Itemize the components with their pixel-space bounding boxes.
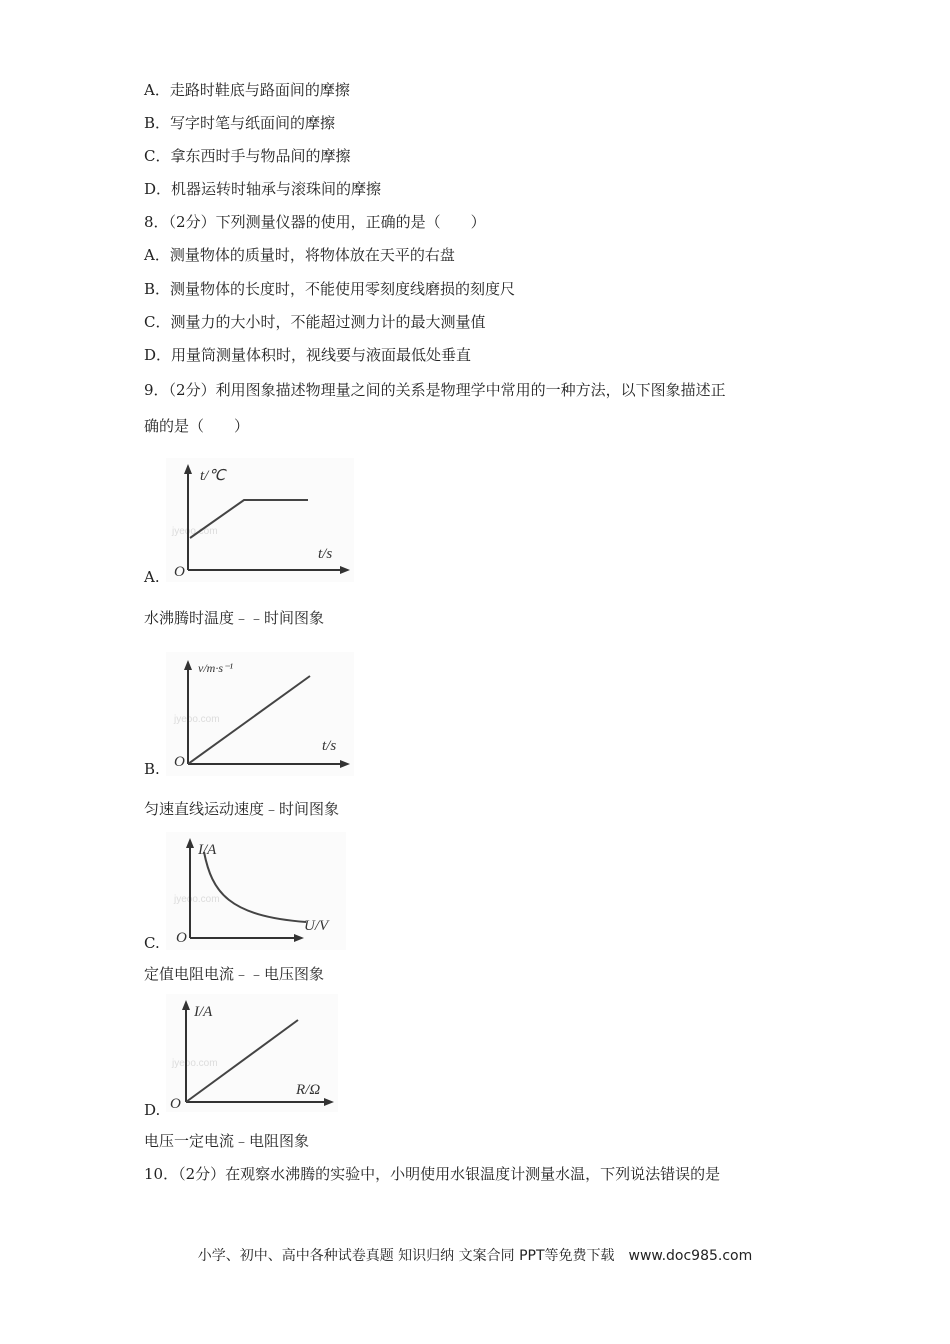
q8-option-b: B．测量物体的长度时，不能使用零刻度线磨损的刻度尺 <box>144 280 516 298</box>
q8-option-a: A．测量物体的质量时，将物体放在天平的右盘 <box>144 246 455 264</box>
q9-option-a-label: A. <box>144 568 160 586</box>
y-axis-label: I/A <box>194 1004 213 1020</box>
q8-stem: 8．（2分）下列测量仪器的使用，正确的是（ ） <box>144 213 486 231</box>
q9-option-d-caption: 电压一定电流﹣电阻图象 <box>144 1132 310 1150</box>
q9-option-b-label: B. <box>144 760 160 778</box>
q9-graph-a <box>166 458 354 582</box>
x-axis-label: t/s <box>318 546 333 562</box>
origin-label: O <box>170 1096 181 1112</box>
q9-option-a-caption: 水沸腾时温度﹣﹣时间图象 <box>144 609 325 627</box>
origin-label: O <box>176 930 187 946</box>
page-footer: 小学、初中、高中各种试卷真题 知识归纳 文案合同 PPT等免费下载 www.doc985.com <box>197 1248 753 1264</box>
q7-option-c: C．拿东西时手与物品间的摩擦 <box>144 147 351 165</box>
origin-label: O <box>174 564 185 580</box>
q9-graph-d <box>166 994 338 1112</box>
q8-option-c: C．测量力的大小时，不能超过测力计的最大测量值 <box>144 313 486 331</box>
q7-option-a: A．走路时鞋底与路面间的摩擦 <box>144 81 350 99</box>
q9-stem-line2: 确的是（ ） <box>144 417 250 435</box>
y-axis-label: t/℃ <box>200 468 226 484</box>
watermark: jyeoo.com <box>172 526 218 537</box>
q9-graph-c <box>166 832 346 950</box>
x-axis-label: U/V <box>304 918 329 934</box>
q7-option-b: B．写字时笔与纸面间的摩擦 <box>144 114 336 132</box>
q8-option-d: D．用量筒测量体积时，视线要与液面最低处垂直 <box>144 346 472 364</box>
q9-graph-b <box>166 652 354 776</box>
q9-option-c-caption: 定值电阻电流﹣﹣电压图象 <box>144 965 325 983</box>
x-axis-label: t/s <box>322 738 337 754</box>
q10-stem: 10．（2分）在观察水沸腾的实验中，小明使用水银温度计测量水温，下列说法错误的是 <box>144 1165 721 1183</box>
q9-option-c-label: C. <box>144 934 160 952</box>
y-axis-label: v/m·s⁻¹ <box>198 661 233 675</box>
q9-option-d-label: D. <box>144 1101 161 1119</box>
y-axis-label: I/A <box>198 842 217 858</box>
x-axis-label: R/Ω <box>296 1082 321 1098</box>
q9-stem-line1: 9．（2分）利用图象描述物理量之间的关系是物理学中常用的一种方法，以下图象描述正 <box>144 381 726 399</box>
origin-label: O <box>174 754 185 770</box>
watermark: jyeoo.com <box>172 1058 218 1069</box>
watermark: jyeoo.com <box>174 894 220 905</box>
q7-option-d: D．机器运转时轴承与滚珠间的摩擦 <box>144 180 382 198</box>
q9-option-b-caption: 匀速直线运动速度﹣时间图象 <box>144 800 340 818</box>
watermark: jyeoo.com <box>174 714 220 725</box>
